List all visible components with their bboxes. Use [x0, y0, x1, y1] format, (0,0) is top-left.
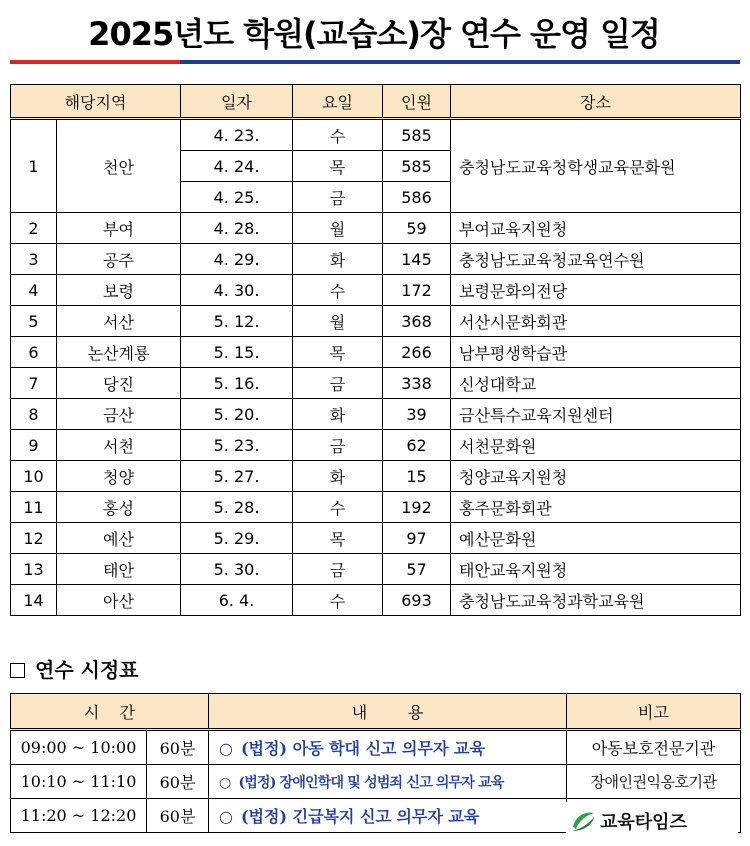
circle-bullet-icon: ○ — [219, 774, 231, 791]
row-place: 충청남도교육청학생교육문화원 — [451, 119, 741, 213]
row-content-text: (법정) 긴급복지 신고 의무자 교육 — [240, 807, 480, 826]
row-number: 6 — [11, 337, 57, 368]
row-region: 당진 — [57, 368, 181, 399]
row-content-text: (법정) 장애인학대 및 성범죄 신고 의무자 교육 — [238, 774, 504, 791]
title-bar — [10, 8, 738, 60]
table-row — [11, 213, 741, 244]
row-date: 5. 30. — [181, 554, 293, 585]
row-number: 3 — [11, 244, 57, 275]
row-place: 보령문화의전당 — [451, 275, 741, 306]
row-people: 266 — [383, 337, 451, 368]
row-people: 59 — [383, 213, 451, 244]
row-number: 12 — [11, 523, 57, 554]
row-day: 월 — [293, 213, 383, 244]
header-day: 요일 — [293, 85, 383, 119]
row-place: 남부평생학습관 — [451, 337, 741, 368]
row-time: 09:00 ~ 10:00 — [11, 730, 147, 765]
table-row — [11, 461, 741, 492]
table-row — [11, 730, 741, 765]
title-underline-blue — [180, 60, 740, 64]
row-day: 화 — [293, 244, 383, 275]
table-row — [11, 306, 741, 337]
row-people: 57 — [383, 554, 451, 585]
row-number: 8 — [11, 399, 57, 430]
row-region: 청양 — [57, 461, 181, 492]
row-date: 5. 29. — [181, 523, 293, 554]
header-content: 내 용 — [209, 694, 567, 730]
row-region: 부여 — [57, 213, 181, 244]
row-date: 4. 23. — [181, 119, 293, 151]
header-people: 인원 — [383, 85, 451, 119]
circle-bullet-icon: ○ — [219, 807, 233, 826]
row-day: 수 — [293, 585, 383, 616]
row-place: 홍주문화회관 — [451, 492, 741, 523]
row-day: 월 — [293, 306, 383, 337]
row-date: 5. 16. — [181, 368, 293, 399]
row-place: 청양교육지원청 — [451, 461, 741, 492]
row-people: 586 — [383, 182, 451, 213]
row-date: 4. 24. — [181, 151, 293, 182]
row-people: 585 — [383, 119, 451, 151]
row-number: 13 — [11, 554, 57, 585]
header-note: 비고 — [567, 694, 741, 730]
row-date: 4. 28. — [181, 213, 293, 244]
row-time: 10:10 ~ 11:10 — [11, 765, 147, 799]
row-people: 585 — [383, 151, 451, 182]
table-row — [11, 337, 741, 368]
row-date: 4. 30. — [181, 275, 293, 306]
row-people: 693 — [383, 585, 451, 616]
row-region: 보령 — [57, 275, 181, 306]
row-people: 97 — [383, 523, 451, 554]
row-day: 수 — [293, 492, 383, 523]
row-number: 14 — [11, 585, 57, 616]
row-date: 5. 27. — [181, 461, 293, 492]
row-day: 화 — [293, 461, 383, 492]
table-row — [11, 554, 741, 585]
row-place: 부여교육지원청 — [451, 213, 741, 244]
row-place: 예산문화원 — [451, 523, 741, 554]
row-note: 아동보호전문기관 — [567, 730, 741, 765]
row-date: 5. 20. — [181, 399, 293, 430]
row-number: 5 — [11, 306, 57, 337]
row-day: 목 — [293, 523, 383, 554]
row-date: 4. 25. — [181, 182, 293, 213]
row-note: 장애인권익옹호기관 — [567, 765, 741, 799]
row-content — [209, 765, 567, 799]
row-time: 11:20 ~ 12:20 — [11, 799, 147, 833]
schedule-header-row — [11, 85, 741, 119]
checkbox-square-icon — [10, 663, 25, 678]
row-day: 수 — [293, 119, 383, 151]
leaf-logo-icon — [570, 809, 596, 833]
section-title-text: 연수 시정표 — [35, 658, 139, 682]
table-row — [11, 523, 741, 554]
row-place: 신성대학교 — [451, 368, 741, 399]
row-people: 368 — [383, 306, 451, 337]
row-place: 금산특수교육지원센터 — [451, 399, 741, 430]
table-row — [11, 765, 741, 799]
row-day: 금 — [293, 368, 383, 399]
table-row — [11, 585, 741, 616]
row-day: 목 — [293, 151, 383, 182]
row-region: 서천 — [57, 430, 181, 461]
row-number: 7 — [11, 368, 57, 399]
row-day: 금 — [293, 554, 383, 585]
circle-bullet-icon: ○ — [219, 739, 233, 758]
row-place: 충청남도교육청과학교육원 — [451, 585, 741, 616]
row-date: 5. 23. — [181, 430, 293, 461]
watermark-logo — [566, 802, 738, 840]
row-region: 공주 — [57, 244, 181, 275]
row-region: 홍성 — [57, 492, 181, 523]
row-region: 태안 — [57, 554, 181, 585]
table-row — [11, 119, 741, 151]
header-region: 해당지역 — [11, 85, 181, 119]
row-content — [209, 799, 567, 833]
row-place: 서천문화원 — [451, 430, 741, 461]
row-region: 아산 — [57, 585, 181, 616]
row-duration: 60분 — [147, 730, 209, 765]
title-underline-red — [10, 60, 180, 64]
header-time: 시 간 — [11, 694, 209, 730]
row-place: 서산시문화회관 — [451, 306, 741, 337]
timetable-header-row — [11, 694, 741, 730]
row-date: 4. 29. — [181, 244, 293, 275]
row-date: 5. 12. — [181, 306, 293, 337]
row-people: 62 — [383, 430, 451, 461]
row-day: 금 — [293, 182, 383, 213]
table-row — [11, 492, 741, 523]
row-content-text: (법정) 아동 학대 신고 의무자 교육 — [240, 739, 485, 758]
header-date: 일자 — [181, 85, 293, 119]
row-content — [209, 730, 567, 765]
table-row — [11, 275, 741, 306]
row-number: 10 — [11, 461, 57, 492]
page-title: 2025년도 학원(교습소)장 연수 운영 일정 — [88, 15, 660, 53]
row-duration: 60분 — [147, 799, 209, 833]
row-people: 338 — [383, 368, 451, 399]
row-place: 충청남도교육청교육연수원 — [451, 244, 741, 275]
row-date: 5. 15. — [181, 337, 293, 368]
row-people: 172 — [383, 275, 451, 306]
row-people: 145 — [383, 244, 451, 275]
row-number: 4 — [11, 275, 57, 306]
row-date: 5. 28. — [181, 492, 293, 523]
row-day: 수 — [293, 275, 383, 306]
table-row — [11, 399, 741, 430]
schedule-table — [10, 84, 741, 616]
row-duration: 60분 — [147, 765, 209, 799]
table-row — [11, 368, 741, 399]
row-day: 목 — [293, 337, 383, 368]
row-number: 1 — [11, 119, 57, 213]
row-region: 논산계룡 — [57, 337, 181, 368]
row-number: 2 — [11, 213, 57, 244]
header-place: 장소 — [451, 85, 741, 119]
row-people: 192 — [383, 492, 451, 523]
row-day: 금 — [293, 430, 383, 461]
row-number: 9 — [11, 430, 57, 461]
row-date: 6. 4. — [181, 585, 293, 616]
row-number: 11 — [11, 492, 57, 523]
row-people: 15 — [383, 461, 451, 492]
row-people: 39 — [383, 399, 451, 430]
table-row — [11, 244, 741, 275]
row-region: 예산 — [57, 523, 181, 554]
watermark-text: 교육타임즈 — [600, 812, 687, 833]
row-region: 서산 — [57, 306, 181, 337]
row-region: 천안 — [57, 119, 181, 213]
row-day: 화 — [293, 399, 383, 430]
table-row — [11, 430, 741, 461]
row-place: 태안교육지원청 — [451, 554, 741, 585]
row-region: 금산 — [57, 399, 181, 430]
section-title — [10, 654, 139, 683]
